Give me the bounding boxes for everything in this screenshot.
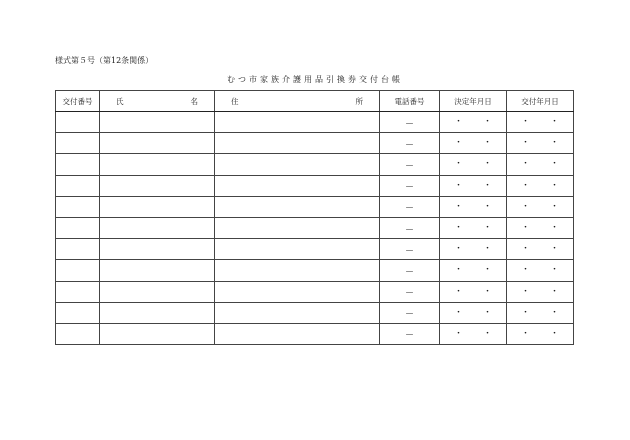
- date-separator-dot: ・: [550, 138, 560, 149]
- table-row: [56, 217, 574, 238]
- table-row: [56, 196, 574, 217]
- address-cell[interactable]: [215, 112, 380, 133]
- issue-no-cell[interactable]: [56, 217, 100, 238]
- phone-cell[interactable]: —: [380, 260, 440, 281]
- phone-cell[interactable]: —: [380, 302, 440, 323]
- date-separator-dot: ・: [453, 286, 463, 297]
- date-separators: [440, 308, 506, 318]
- date-separator-dot: ・: [483, 117, 493, 128]
- date-separators: [507, 159, 573, 169]
- date-separators: [440, 138, 506, 148]
- issue-date-cell[interactable]: [507, 217, 574, 238]
- date-separator-dot: ・: [483, 244, 493, 255]
- issue-no-cell[interactable]: [56, 196, 100, 217]
- header-address-part-2: 所: [355, 96, 363, 106]
- date-separator-dot: ・: [453, 307, 463, 318]
- date-separators: [507, 138, 573, 148]
- issue-date-cell[interactable]: [507, 175, 574, 196]
- date-separator-dot: ・: [483, 265, 493, 276]
- name-cell[interactable]: [100, 239, 215, 260]
- issue-no-cell[interactable]: [56, 302, 100, 323]
- phone-cell[interactable]: —: [380, 133, 440, 154]
- header-row: [56, 91, 574, 112]
- table-row: [56, 133, 574, 154]
- decision-date-cell[interactable]: [440, 196, 507, 217]
- decision-date-cell[interactable]: [440, 323, 507, 344]
- date-separator-dot: ・: [520, 307, 530, 318]
- issue-date-cell[interactable]: [507, 302, 574, 323]
- date-separator-dot: ・: [453, 265, 463, 276]
- table-row: [56, 112, 574, 133]
- table-row: [56, 302, 574, 323]
- header-issue-no: 交付番号: [56, 91, 100, 112]
- phone-cell[interactable]: —: [380, 281, 440, 302]
- address-cell[interactable]: [215, 323, 380, 344]
- date-separator-dot: ・: [520, 159, 530, 170]
- date-separator-dot: ・: [453, 328, 463, 339]
- address-cell[interactable]: [215, 281, 380, 302]
- decision-date-cell[interactable]: [440, 302, 507, 323]
- date-separator-dot: ・: [520, 223, 530, 234]
- phone-cell[interactable]: —: [380, 323, 440, 344]
- decision-date-cell[interactable]: [440, 217, 507, 238]
- issue-no-cell[interactable]: [56, 239, 100, 260]
- date-separator-dot: ・: [483, 307, 493, 318]
- address-cell[interactable]: [215, 239, 380, 260]
- date-separator-dot: ・: [453, 159, 463, 170]
- address-cell[interactable]: [215, 260, 380, 281]
- name-cell[interactable]: [100, 281, 215, 302]
- date-separator-dot: ・: [453, 180, 463, 191]
- phone-cell[interactable]: —: [380, 154, 440, 175]
- date-separators: [507, 287, 573, 297]
- table-row: [56, 239, 574, 260]
- address-cell[interactable]: [215, 196, 380, 217]
- issue-date-cell[interactable]: [507, 112, 574, 133]
- date-separators: [440, 202, 506, 212]
- date-separators: [507, 265, 573, 275]
- date-separator-dot: ・: [520, 286, 530, 297]
- date-separators: [440, 181, 506, 191]
- date-separator-dot: ・: [550, 180, 560, 191]
- issue-no-cell[interactable]: [56, 323, 100, 344]
- date-separator-dot: ・: [453, 201, 463, 212]
- form-number-label: 様式第５号（第12条関係）: [55, 56, 154, 65]
- issue-no-cell[interactable]: [56, 175, 100, 196]
- date-separator-dot: ・: [483, 223, 493, 234]
- header-issue-date: 交付年月日: [507, 91, 574, 112]
- table-row: [56, 260, 574, 281]
- issue-no-cell[interactable]: [56, 133, 100, 154]
- phone-cell[interactable]: —: [380, 175, 440, 196]
- date-separator-dot: ・: [550, 117, 560, 128]
- date-separators: [440, 265, 506, 275]
- issue-date-cell[interactable]: [507, 154, 574, 175]
- date-separator-dot: ・: [520, 244, 530, 255]
- date-separators: [507, 117, 573, 127]
- date-separator-dot: ・: [520, 265, 530, 276]
- address-cell[interactable]: [215, 217, 380, 238]
- date-separator-dot: ・: [550, 159, 560, 170]
- decision-date-cell[interactable]: [440, 239, 507, 260]
- date-separators: [440, 244, 506, 254]
- issue-date-cell[interactable]: [507, 281, 574, 302]
- issue-no-cell[interactable]: [56, 112, 100, 133]
- ledger-body: [56, 112, 574, 345]
- issue-no-cell[interactable]: [56, 154, 100, 175]
- date-separator-dot: ・: [550, 307, 560, 318]
- decision-date-cell[interactable]: [440, 112, 507, 133]
- header-name-part-2: 名: [190, 96, 198, 106]
- date-separator-dot: ・: [483, 328, 493, 339]
- date-separator-dot: ・: [520, 138, 530, 149]
- name-cell[interactable]: [100, 217, 215, 238]
- header-decision-date: 決定年月日: [440, 91, 507, 112]
- decision-date-cell[interactable]: [440, 154, 507, 175]
- date-separators: [507, 329, 573, 339]
- date-separators: [440, 223, 506, 233]
- date-separators: [507, 202, 573, 212]
- name-cell[interactable]: [100, 302, 215, 323]
- date-separator-dot: ・: [550, 265, 560, 276]
- date-separator-dot: ・: [453, 138, 463, 149]
- name-cell[interactable]: [100, 175, 215, 196]
- phone-cell[interactable]: —: [380, 217, 440, 238]
- date-separators: [507, 181, 573, 191]
- issue-date-cell[interactable]: [507, 239, 574, 260]
- issue-date-cell[interactable]: [507, 260, 574, 281]
- date-separators: [507, 308, 573, 318]
- phone-cell[interactable]: —: [380, 196, 440, 217]
- date-separators: [440, 159, 506, 169]
- phone-cell[interactable]: —: [380, 112, 440, 133]
- phone-cell[interactable]: —: [380, 239, 440, 260]
- name-cell[interactable]: [100, 112, 215, 133]
- date-separator-dot: ・: [483, 159, 493, 170]
- date-separator-dot: ・: [550, 201, 560, 212]
- name-cell[interactable]: [100, 196, 215, 217]
- header-name: [100, 91, 215, 112]
- decision-date-cell[interactable]: [440, 260, 507, 281]
- decision-date-cell[interactable]: [440, 281, 507, 302]
- date-separator-dot: ・: [483, 138, 493, 149]
- date-separator-dot: ・: [453, 244, 463, 255]
- ledger-table: [55, 90, 574, 345]
- decision-date-cell[interactable]: [440, 133, 507, 154]
- address-cell[interactable]: [215, 133, 380, 154]
- issue-no-cell[interactable]: [56, 260, 100, 281]
- table-row: [56, 281, 574, 302]
- date-separator-dot: ・: [550, 286, 560, 297]
- issue-date-cell[interactable]: [507, 133, 574, 154]
- issue-no-cell[interactable]: [56, 281, 100, 302]
- header-address-part-1: 住: [231, 96, 239, 106]
- address-cell[interactable]: [215, 154, 380, 175]
- header-name-part-1: 氏: [116, 96, 124, 106]
- date-separator-dot: ・: [550, 244, 560, 255]
- issue-date-cell[interactable]: [507, 196, 574, 217]
- date-separators: [440, 287, 506, 297]
- decision-date-cell[interactable]: [440, 175, 507, 196]
- date-separator-dot: ・: [453, 117, 463, 128]
- date-separators: [507, 223, 573, 233]
- date-separators: [440, 117, 506, 127]
- date-separators: [507, 244, 573, 254]
- date-separator-dot: ・: [520, 201, 530, 212]
- name-cell[interactable]: [100, 154, 215, 175]
- date-separator-dot: ・: [483, 201, 493, 212]
- date-separator-dot: ・: [550, 328, 560, 339]
- issue-date-cell[interactable]: [507, 323, 574, 344]
- name-cell[interactable]: [100, 133, 215, 154]
- date-separator-dot: ・: [483, 286, 493, 297]
- date-separator-dot: ・: [520, 117, 530, 128]
- date-separators: [440, 329, 506, 339]
- header-address: [215, 91, 380, 112]
- date-separator-dot: ・: [520, 328, 530, 339]
- table-row: [56, 323, 574, 344]
- date-separator-dot: ・: [550, 223, 560, 234]
- header-phone: 電話番号: [380, 91, 440, 112]
- table-row: [56, 175, 574, 196]
- document-title: むつ市家族介護用品引換券交付台帳: [227, 75, 403, 84]
- table-row: [56, 154, 574, 175]
- date-separator-dot: ・: [453, 223, 463, 234]
- name-cell[interactable]: [100, 260, 215, 281]
- date-separator-dot: ・: [520, 180, 530, 191]
- name-cell[interactable]: [100, 323, 215, 344]
- address-cell[interactable]: [215, 302, 380, 323]
- address-cell[interactable]: [215, 175, 380, 196]
- date-separator-dot: ・: [483, 180, 493, 191]
